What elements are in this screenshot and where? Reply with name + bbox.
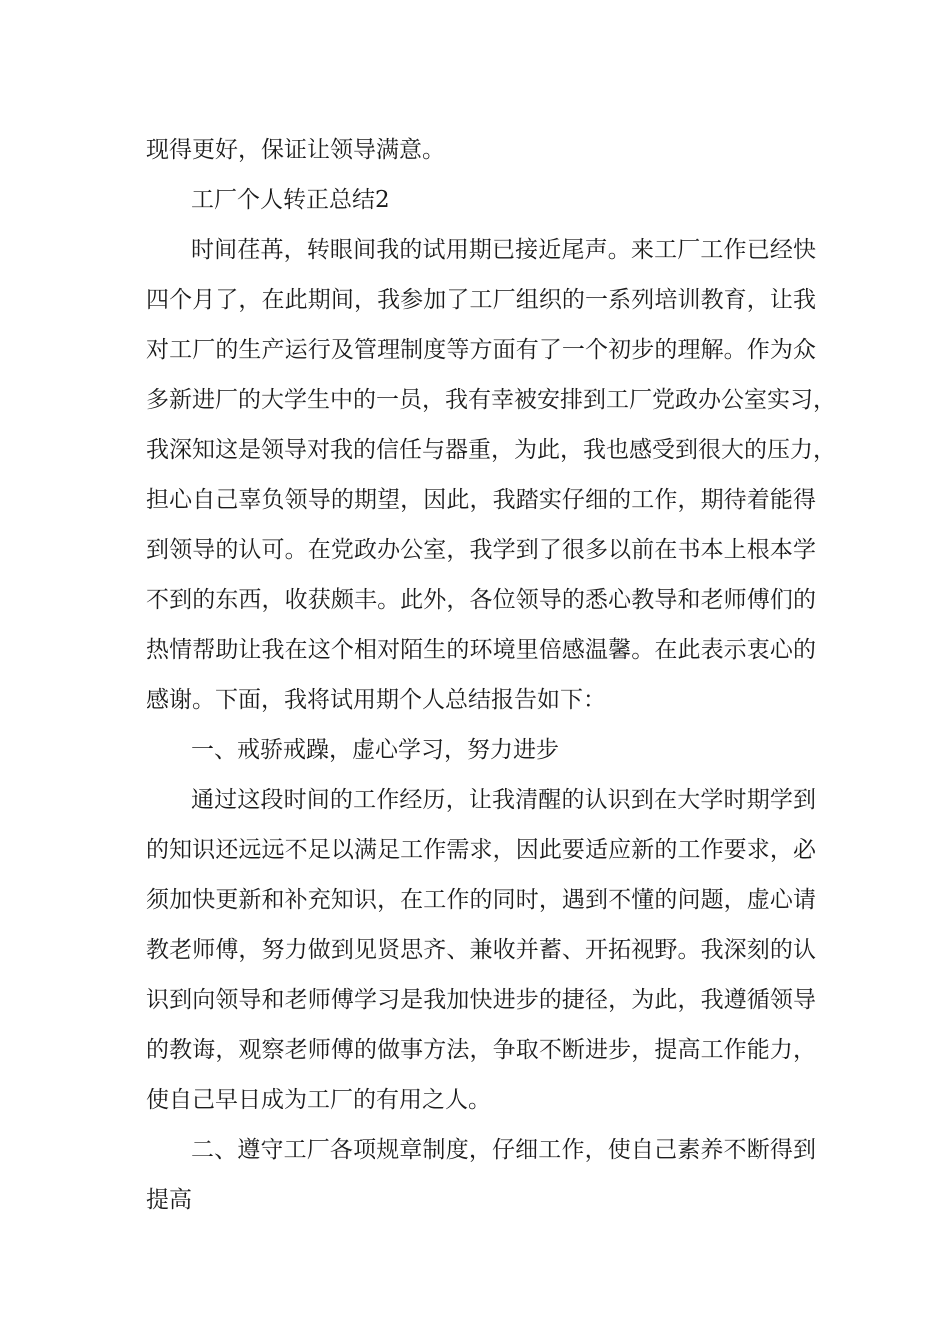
paragraph-line: 的知识还远远不足以满足工作需求，因此要适应新的工作要求，必 (146, 837, 816, 863)
paragraph-line: 担心自己辜负领导的期望，因此，我踏实仔细的工作，期待着能得 (146, 487, 816, 513)
section-heading: 二、遵守工厂各项规章制度，仔细工作，使自己素养不断得到 (191, 1137, 816, 1163)
paragraph-line: 时间荏苒，转眼间我的试用期已接近尾声。来工厂工作已经快 (191, 237, 816, 263)
paragraph-line: 通过这段时间的工作经历，让我清醒的认识到在大学时期学到 (191, 787, 816, 813)
paragraph-line: 对工厂的生产运行及管理制度等方面有了一个初步的理解。作为众 (146, 337, 816, 363)
paragraph-line: 四个月了，在此期间，我参加了工厂组织的一系列培训教育，让我 (146, 287, 816, 313)
paragraph-line: 教老师傅，努力做到见贤思齐、兼收并蓄、开拓视野。我深刻的认 (146, 937, 816, 963)
paragraph-line: 多新进厂的大学生中的一员，我有幸被安排到工厂党政办公室实习， (146, 387, 836, 413)
paragraph-line: 我深知这是领导对我的信任与器重，为此，我也感受到很大的压力， (146, 437, 836, 463)
paragraph-line: 的教诲，观察老师傅的做事方法，争取不断进步，提高工作能力， (146, 1037, 816, 1063)
section-heading: 工厂个人转正总结2 (191, 187, 390, 213)
paragraph-line: 感谢。下面，我将试用期个人总结报告如下： (146, 687, 606, 713)
section-heading: 提高 (146, 1187, 192, 1213)
paragraph-line: 热情帮助让我在这个相对陌生的环境里倍感温馨。在此表示衷心的 (146, 637, 816, 663)
section-heading: 一、戒骄戒躁，虚心学习，努力进步 (191, 737, 559, 763)
paragraph-line: 须加快更新和补充知识，在工作的同时，遇到不懂的问题，虚心请 (146, 887, 816, 913)
paragraph-line: 使自己早日成为工厂的有用之人。 (146, 1087, 491, 1113)
paragraph-line: 不到的东西，收获颇丰。此外，各位领导的悉心教导和老师傅们的 (146, 587, 816, 613)
paragraph-line: 现得更好，保证让领导满意。 (146, 137, 445, 163)
paragraph-line: 识到向领导和老师傅学习是我加快进步的捷径，为此，我遵循领导 (146, 987, 816, 1013)
paragraph-line: 到领导的认可。在党政办公室，我学到了很多以前在书本上根本学 (146, 537, 816, 563)
